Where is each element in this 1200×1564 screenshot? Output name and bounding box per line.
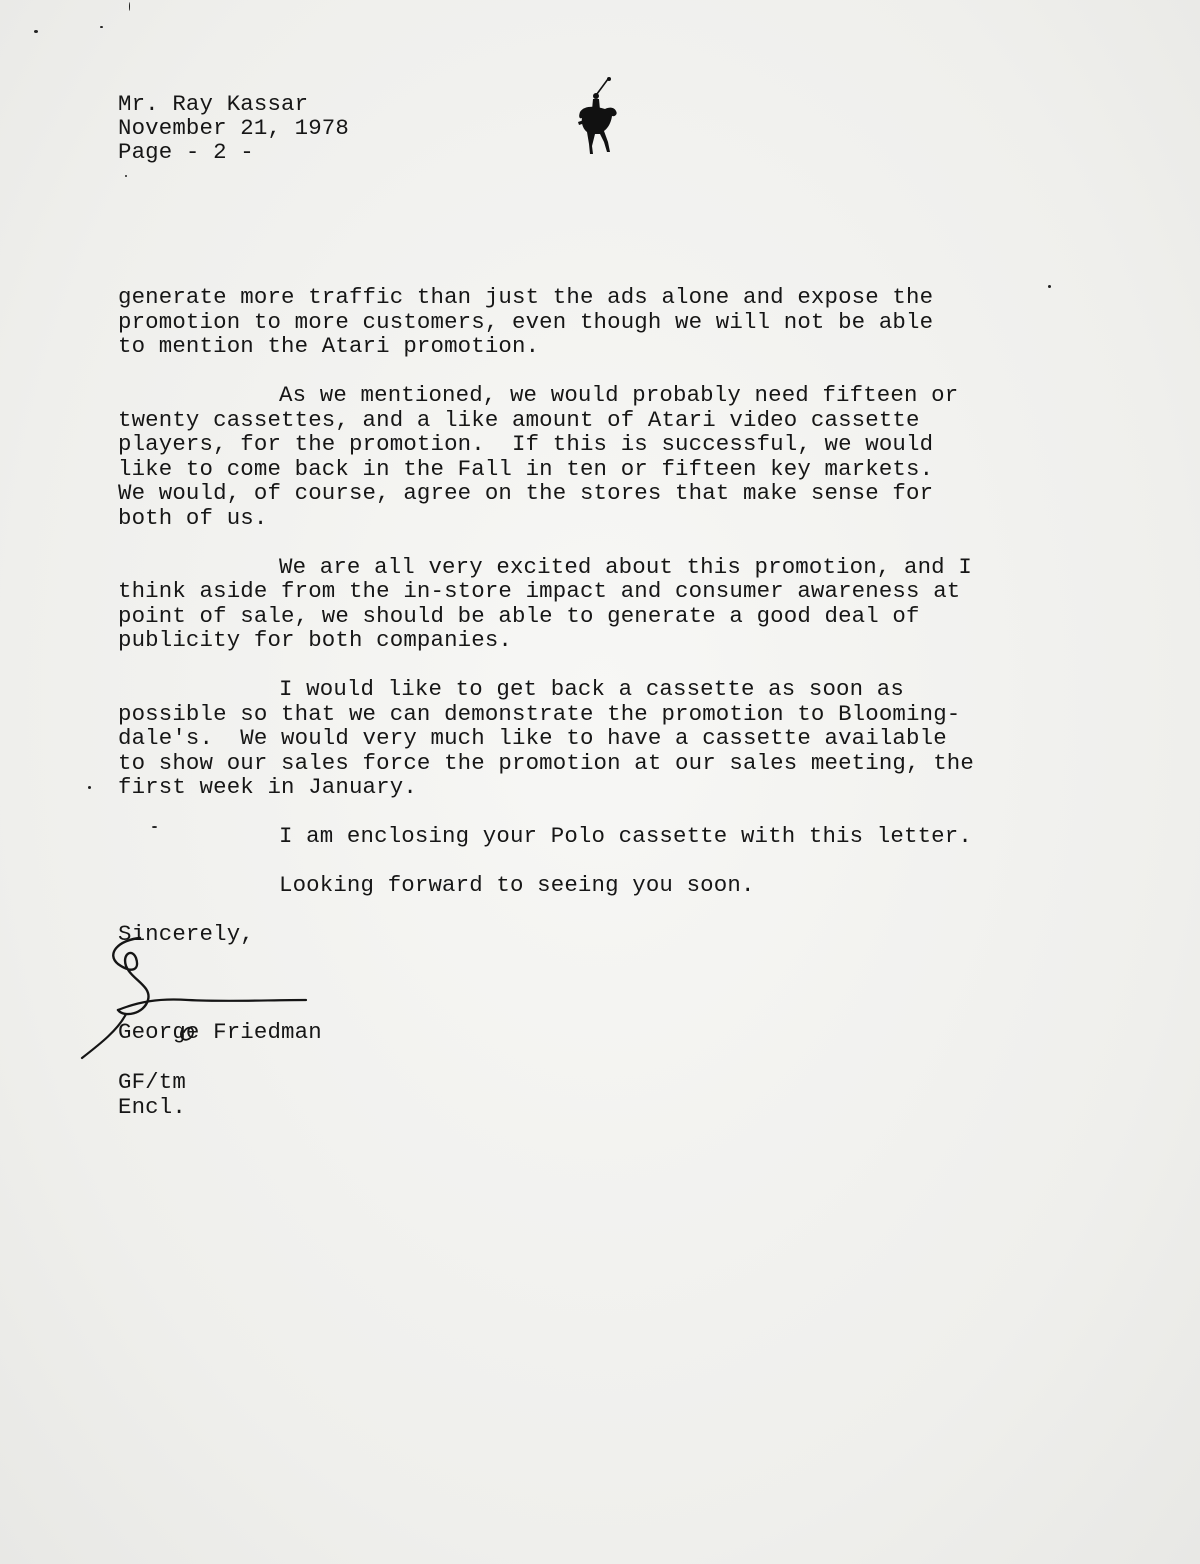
scan-speck [100, 26, 103, 28]
paragraph-line: players, for the promotion. If this is successful, we would [118, 431, 934, 457]
paragraph-line: to mention the Atari promotion. [118, 333, 540, 359]
scan-speck [1048, 285, 1051, 288]
handwritten-signature [78, 918, 318, 1068]
typist-initials: GF/tm [118, 1069, 186, 1095]
paragraph-line: possible so that we can demonstrate the promotion to Blooming- [118, 701, 961, 727]
paragraph-line: point of sale, we should be able to generate a good deal of [118, 603, 920, 629]
paragraph-line: We would, of course, agree on the stores that make sense for [118, 480, 934, 506]
paragraph-line: dale's. We would very much like to have a cassette available [118, 725, 947, 751]
paragraph-line: Looking forward to seeing you soon. [279, 872, 755, 898]
paragraph-line: I am enclosing your Polo cassette with this letter. [279, 823, 972, 849]
paragraph-line: promotion to more customers, even though we will not be able [118, 309, 934, 335]
scan-speck [152, 826, 157, 828]
salutation: Sincerely, [118, 921, 254, 947]
paragraph-line: to show our sales force the promotion at our sales meeting, the [118, 750, 974, 776]
paragraph-line: generate more traffic than just the ads alone and expose the [118, 284, 934, 310]
scan-speck [88, 786, 91, 789]
enclosure-note: Encl. [118, 1094, 186, 1120]
signer-name: George Friedman [118, 1019, 322, 1045]
paragraph-line: like to come back in the Fall in ten or fifteen key markets. [118, 456, 934, 482]
letter-date: November 21, 1978 [118, 115, 349, 141]
paragraph-line: think aside from the in-store impact and consumer awareness at [118, 578, 961, 604]
paragraph-line: publicity for both companies. [118, 627, 513, 653]
polo-player-icon [574, 76, 624, 158]
addressee: Mr. Ray Kassar [118, 91, 309, 117]
paragraph-line: As we mentioned, we would probably need fifteen or [279, 382, 959, 408]
page-number: Page - 2 - [118, 139, 254, 165]
scan-speck [34, 30, 38, 33]
paragraph-line: first week in January. [118, 774, 417, 800]
paragraph-line: both of us. [118, 505, 268, 531]
scan-speck [129, 2, 130, 11]
paragraph-line: We are all very excited about this promotion, and I [279, 554, 972, 580]
scan-speck [125, 175, 127, 177]
paragraph-line: twenty cassettes, and a like amount of Atari video cassette [118, 407, 920, 433]
paragraph-line: I would like to get back a cassette as soon as [279, 676, 904, 702]
